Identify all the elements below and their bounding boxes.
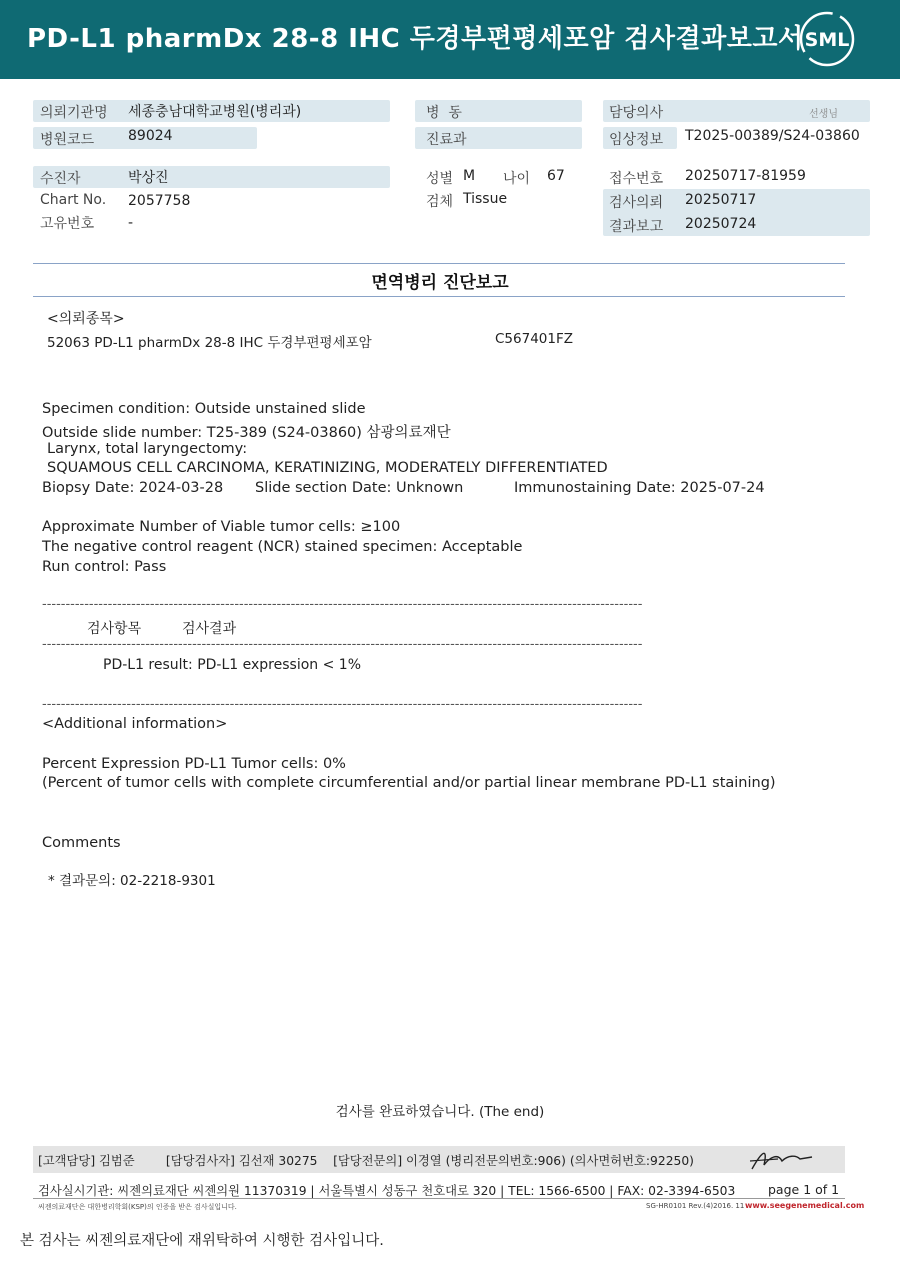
chart-label: Chart No. — [40, 192, 107, 208]
outside-slide: Outside slide number: T25-389 (S24-03860) 삼광의료재단 — [42, 425, 451, 441]
footer-divider — [33, 1198, 845, 1199]
sml-logo — [798, 10, 856, 68]
col-result: 검사결과 — [182, 621, 237, 637]
report-title: PD-L1 pharmDx 28-8 IHC 두경부편평세포암 검사결과보고서 — [27, 24, 804, 54]
report-header — [0, 0, 900, 79]
clinical-value: T2025-00389/S24-03860 — [685, 128, 860, 144]
specimen-value: Tissue — [463, 191, 508, 207]
order-heading: <의뢰종목> — [47, 311, 125, 327]
result-line: PD-L1 result: PD-L1 expression < 1% — [103, 657, 361, 673]
age-label: 나이 — [503, 171, 531, 187]
receipt-label: 접수번호 — [609, 171, 664, 187]
cert-note: 씨젠의료재단은 대한병리학회(KSP)의 인증을 받은 검사실입니다. — [38, 1203, 237, 1211]
clinical-label: 임상정보 — [609, 132, 664, 148]
footer-contacts: [고객담당] 김범준 [담당검사자] 김선재 30275 [담당전문의] 이경열 (병리전문의번호:906) (의사면허번호:92250) — [38, 1154, 694, 1168]
age-value: 67 — [547, 168, 565, 184]
specimen-condition: Specimen condition: Outside unstained slide — [42, 401, 366, 417]
percent-note: (Percent of tumor cells with complete circumferential and/or partial linear membrane PD-L1 staining) — [42, 775, 776, 791]
request-label: 검사의뢰 — [609, 195, 664, 211]
receipt-value: 20250717-81959 — [685, 168, 806, 184]
report-date-label: 결과보고 — [609, 219, 664, 235]
dashed-line: -------------------------------------------------------------------------------------------------------------------------------- — [42, 597, 643, 612]
doctor-label: 담당의사 — [609, 105, 664, 121]
institution-value: 세종충남대학교병원(병리과) — [128, 104, 302, 120]
slide-date: Slide section Date: Unknown — [255, 480, 464, 496]
website-link[interactable]: www.seegenemedical.com — [745, 1201, 865, 1210]
svg-text:SML: SML — [804, 29, 850, 51]
dashed-line: -------------------------------------------------------------------------------------------------------------------------------- — [42, 637, 643, 652]
biopsy-date: Biopsy Date: 2024-03-28 — [42, 480, 224, 496]
request-value: 20250717 — [685, 192, 757, 208]
chart-value: 2057758 — [128, 193, 191, 209]
lab-info: 검사실시기관: 씨젠의료재단 씨젠의원 11370319 | 서울특별시 성동구 천호대로 320 | TEL: 1566-6500 | FAX: 02-3394-6503 — [38, 1184, 736, 1198]
hospital-code-label: 병원코드 — [40, 132, 95, 148]
sex-value: M — [463, 168, 476, 184]
uid-value: - — [128, 215, 134, 231]
percent-expression: Percent Expression PD-L1 Tumor cells: 0% — [42, 756, 346, 772]
col-item: 검사항목 — [87, 621, 142, 637]
order-line: 52063 PD-L1 pharmDx 28-8 IHC 두경부편평세포암 — [47, 335, 372, 351]
report-date-value: 20250724 — [685, 216, 757, 232]
patient-value: 박상진 — [128, 170, 169, 186]
ncr: The negative control reagent (NCR) stained specimen: Acceptable — [42, 539, 523, 555]
additional-heading: <Additional information> — [42, 716, 228, 732]
order-code: C567401FZ — [495, 331, 573, 347]
run-control: Run control: Pass — [42, 559, 167, 575]
uid-label: 고유번호 — [40, 216, 95, 232]
patient-label: 수진자 — [40, 171, 81, 187]
site: Larynx, total laryngectomy: — [47, 441, 248, 457]
sex-label: 성별 — [426, 171, 454, 187]
dashed-line: -------------------------------------------------------------------------------------------------------------------------------- — [42, 697, 643, 712]
form-code: SG-HR0101 Rev.(4)2016. 11 — [646, 1202, 745, 1210]
divider-bottom — [33, 296, 845, 297]
inquiry: * 결과문의: 02-2218-9301 — [48, 873, 216, 889]
end-text: 검사를 완료하였습니다. (The end) — [335, 1104, 545, 1120]
divider-top — [33, 263, 845, 264]
specimen-label: 검체 — [426, 194, 454, 210]
signature — [748, 1143, 816, 1175]
section-title: 면역병리 진단보고 — [371, 273, 509, 293]
viable-cells: Approximate Number of Viable tumor cells: ≥100 — [42, 519, 401, 535]
institution-label: 의뢰기관명 — [40, 105, 108, 121]
doctor-suffix: 선생님 — [809, 109, 838, 120]
diagnosis: SQUAMOUS CELL CARCINOMA, KERATINIZING, MODERATELY DIFFERENTIATED — [47, 460, 608, 476]
comments-heading: Comments — [42, 835, 121, 851]
stain-date: Immunostaining Date: 2025-07-24 — [514, 480, 765, 496]
dept-label: 진료과 — [426, 132, 467, 148]
hospital-code-value: 89024 — [128, 128, 173, 144]
ward-label: 병 동 — [426, 105, 462, 121]
page-label: page 1 of 1 — [768, 1182, 840, 1197]
outsource-note: 본 검사는 씨젠의료재단에 재위탁하여 시행한 검사입니다. — [20, 1233, 384, 1249]
